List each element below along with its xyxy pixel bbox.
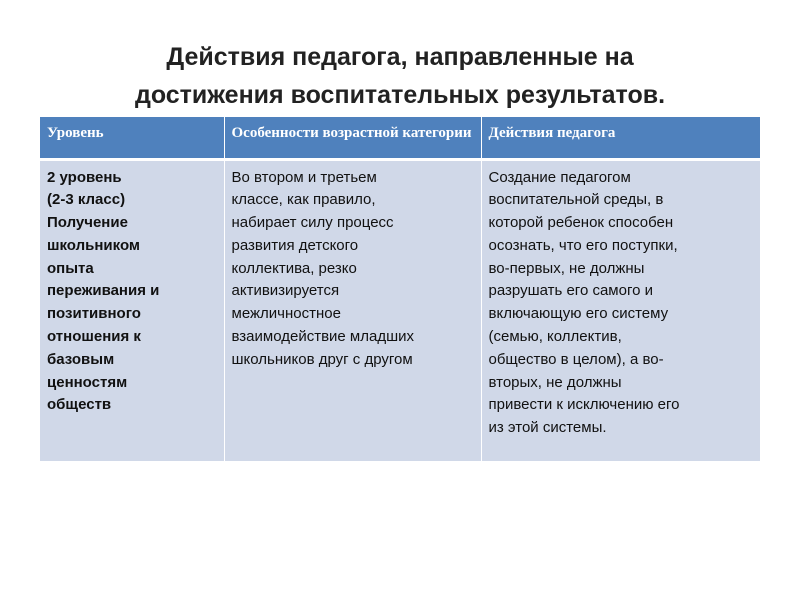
level-line: позитивного: [47, 305, 141, 323]
actions-line: общество в целом), а во-: [488, 350, 664, 368]
table-header-row: [40, 117, 760, 159]
header-teacher-actions: Действия педагога: [481, 117, 760, 159]
slide-title: [20, 38, 780, 114]
features-line: межличностное: [231, 305, 341, 323]
features-line: активизируется: [231, 282, 340, 300]
level-line: переживания и: [47, 282, 160, 300]
features-line: набирает силу процесс: [231, 214, 394, 232]
table-row: [40, 159, 760, 461]
features-line: классе, как правило,: [231, 191, 376, 209]
actions-line: включающую его систему: [488, 305, 669, 323]
header-level: Уровень: [40, 117, 224, 159]
level-line: обществ: [47, 396, 112, 414]
actions-line: во-первых, не должны: [488, 259, 645, 277]
header-age-features: Особенности возрастной категории: [224, 117, 481, 159]
title-line-2: достижения воспитательных результатов.: [134, 81, 666, 109]
actions-line: вторых, не должны: [488, 373, 622, 391]
actions-line: воспитательной среды, в: [488, 191, 664, 209]
actions-line: осознать, что его поступки,: [488, 236, 678, 254]
title-line-1: Действия педагога, направленные на: [166, 43, 634, 71]
features-line: развития детского: [231, 236, 359, 254]
level-line: (2-3 класс): [47, 191, 126, 209]
actions-line: (семью, коллектив,: [488, 328, 622, 346]
level-line: базовым: [47, 350, 115, 368]
level-line: ценностям: [47, 373, 128, 391]
features-line: Во втором и третьем: [231, 168, 377, 186]
level-line: 2 уровень: [47, 168, 122, 186]
actions-line: из этой системы.: [488, 419, 607, 437]
actions-line: разрушать его самого и: [488, 282, 653, 300]
level-line: Получение: [47, 214, 128, 232]
actions-line: Создание педагогом: [488, 168, 631, 186]
cell-level: [40, 159, 224, 461]
features-line: взаимодействие младших: [231, 328, 414, 346]
level-line: школьником: [47, 236, 141, 254]
features-line: коллектива, резко: [231, 259, 357, 277]
features-line: школьников друг с другом: [231, 350, 413, 368]
cell-age-features: [224, 159, 481, 461]
level-line: отношения к: [47, 328, 141, 346]
actions-line: которой ребенок способен: [488, 214, 674, 232]
cell-teacher-actions: [481, 159, 760, 461]
actions-table: [40, 117, 760, 461]
actions-line: привести к исключению его: [488, 396, 680, 414]
level-line: опыта: [47, 259, 94, 277]
